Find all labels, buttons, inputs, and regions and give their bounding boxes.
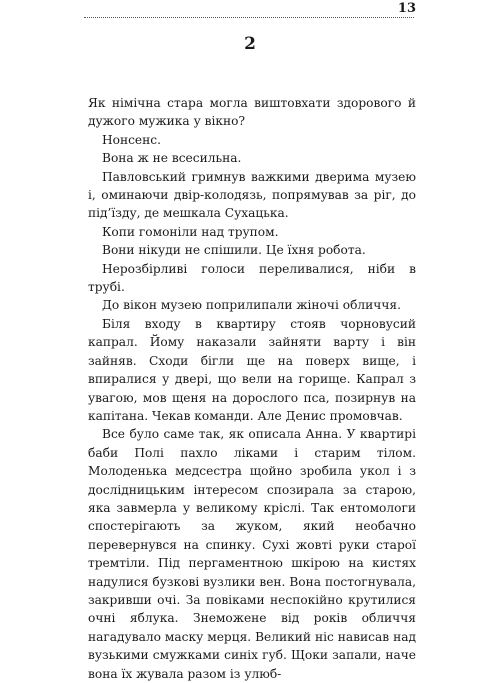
paragraph: Як німічна стара могла виштовхати здорового й дужого мужика у вікно? — [88, 96, 416, 129]
chapter-number: 2 — [244, 34, 256, 54]
paragraph: Біля входу в квартиру стояв чорновусий капрал. Йому наказали зайняти варту і він зайняв. Сходи бігли ще на поверх вище, і впиралися у двері, що вели на горище. Капрал з увагою, мов щеня на дорослого пса, позирнув на капітана. Чекав команди. Але Денис промовчав. — [88, 316, 416, 423]
paragraph: Нерозбірливі голоси переливалися, ніби в трубі. — [88, 261, 416, 295]
page-number: 13 — [397, 1, 416, 16]
header-rule — [84, 17, 414, 18]
paragraph: Вона ж не всесильна. — [102, 151, 242, 166]
paragraph: Копи гомоніли над трупом. — [102, 224, 279, 239]
paragraph: Павловський гримнув важкими дверима музею і, оминаючи двір-колодязь, попрямував за ріг, до під’їзду, де мешкала Сухацька. — [88, 169, 416, 221]
body-text — [88, 94, 416, 683]
paragraph: До вікон музею поприлипали жіночі обличчя. — [102, 298, 401, 313]
paragraph: Все було саме так, як описала Анна. У квартирі баби Полі пахло ліками і старим тілом. Молоденька медсестра щойно зробила укол і з дослідницьким інтересом спозирала за старою, яка завмерла у великому кріслі. Так ентомологи спостерігають за жуком, який необачно перевернувся на спинку. Сухі жовті руки старої тремтіли. Під пергаментною шкірою на кистях надулися бузкові вузлики вен. Вона постогнувала, закривши очі. За повіками неспокійно крутилися очні яблука. Знеможене від років обличчя нагадувало маску мерця. Великий ніс нависав над вузькими смужками синіх губ. Щоки запали, наче вона їх жувала разом із улюб- — [88, 427, 416, 681]
paragraph: Нонсенс. — [102, 132, 161, 147]
paragraph: Вони нікуди не спішили. Це їхня робота. — [102, 243, 366, 258]
